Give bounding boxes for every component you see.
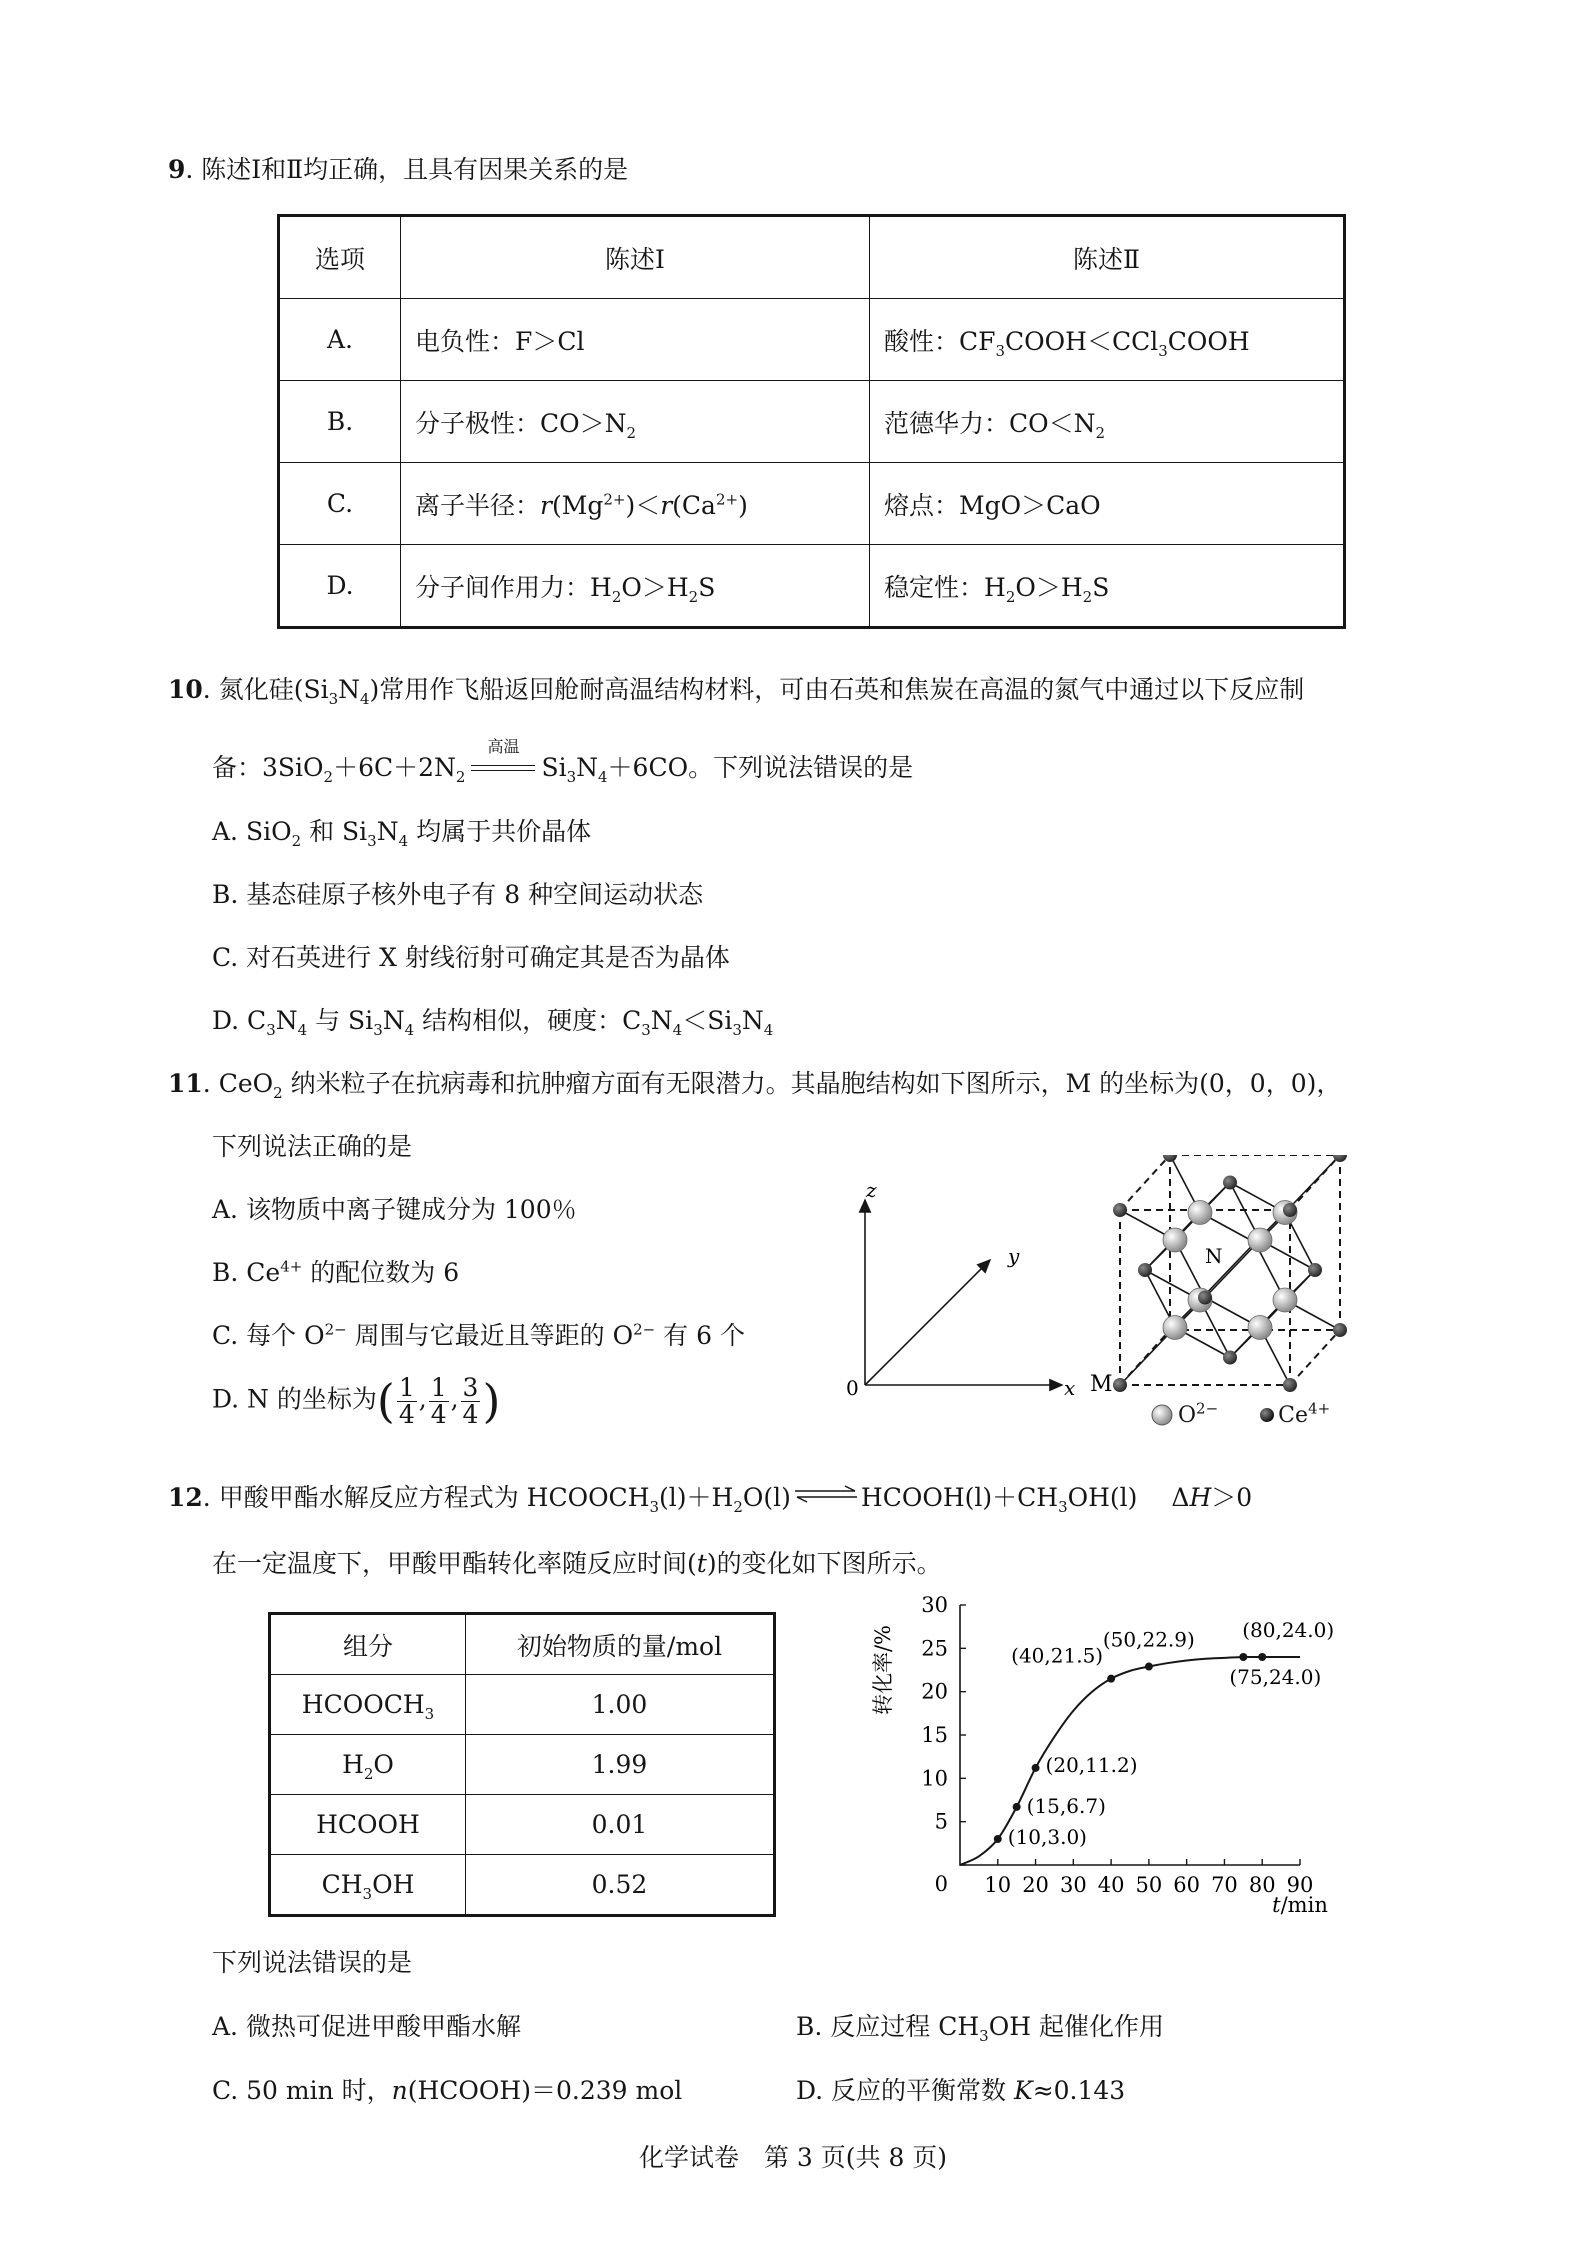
cerium-ion [1138,1263,1152,1277]
oxygen-ion [1248,1316,1272,1340]
q10-option-a: A. SiO$_2$ 和 $Si_3N_4$ 均属于共价晶体 [212,817,592,850]
q10-option-b: B. 基态硅原子核外电子有 8 种空间运动状态 [212,880,704,909]
q9-header-statement2: 陈述Ⅱ [870,216,1345,299]
y-tick-label: 0 [934,1872,948,1896]
q10-stem-line1: 10. 氮化硅$(Si_3N_4)$常用作飞船返回舱耐高温结构材料，可由石英和焦炭在高温的氮气中通过以下反应制 [168,675,1305,708]
x-tick-label: 50 [1135,1873,1163,1897]
axis-x-label: x [1064,1376,1076,1400]
fraction: $\frac{3}{4}$ [462,1372,479,1429]
q10-option-d: D. $C_3N_4$ 与 $Si_3N_4$ 结构相似，硬度：$C_3N_4<Si_3N_4$ [212,1006,774,1039]
label-n: N [1205,1244,1223,1268]
q12-option-b: B. 反应过程 $CH_3OH$ 起催化作用 [796,2012,1164,2045]
q12-option-d: D. 反应的平衡常数 K≈0.143 [796,2076,1126,2105]
cerium-ion [1198,1291,1212,1305]
data-point [994,1835,1002,1843]
q12-table-header [270,1614,775,1675]
oxygen-ion [1273,1288,1297,1312]
data-point-label: (50,22.9) [1102,1627,1195,1652]
data-point [1258,1653,1266,1661]
q10-stem-line2: 备：$3SiO_2+6C+2N_2$ 高温 $Si_3N_4+6CO$。下列说法错误的是 [212,737,914,786]
axis-y-label: y [1008,1244,1020,1268]
q9-c-statement1: 离子半径：$r(Mg^{2+})<r(Ca^{2+})$ [401,463,870,545]
reaction-condition-arrow: 高温 [471,754,535,780]
q11-option-a: A. 该物质中离子键成分为 100％ [212,1195,577,1224]
conversion-chart [860,1580,1340,1920]
q11-option-d: D. N 的坐标为( $\frac{1}{4}$ , $\frac{1}{4}$ , $\frac{3}{4}$ ) [212,1372,501,1429]
equilibrium-arrow-icon [793,1484,859,1504]
q9-d-statement2: 稳定性：$H_2O>H_2S$ [870,545,1345,628]
q9-option-b: B. [279,381,401,463]
q10-number: 10 [168,675,203,704]
table-row [279,299,1345,381]
q12-header-amount: 初始物质的量/mol [466,1614,775,1675]
data-point-label: (40,21.5) [1011,1643,1104,1668]
q9-table [277,214,1346,629]
q9-option-a: A. [279,299,401,381]
q9-option-c: C. [279,463,401,545]
data-point [1145,1663,1153,1671]
data-point-label: (10,3.0) [1007,1825,1087,1849]
axis-origin-label: 0 [846,1376,859,1400]
q9-d-statement1: 分子间作用力：$H_2O>H_2S$ [401,545,870,628]
y-tick-label: 10 [921,1766,948,1791]
table-row [279,381,1345,463]
data-point [1032,1764,1040,1772]
cerium-ion [1283,1203,1297,1217]
q12-ask: 下列说法错误的是 [212,1948,413,1977]
data-point-label: (15,6.7) [1026,1793,1106,1818]
cell-edge [1290,1330,1340,1385]
q9-table-header [279,216,1345,299]
crystal-legend: $O^{2-}$ $Ce^{4+}$ [1150,1403,1330,1428]
q9-a-statement2: 酸性：$CF_3COOH<CCl_3COOH$ [870,299,1345,381]
data-point-label: (80,24.0) [1242,1618,1335,1642]
q12-option-c: C. 50 min 时，n(HCOOH)＝0.239 mol [212,2076,683,2105]
cerium-ion [1223,1176,1237,1190]
cerium-ion [1283,1378,1297,1392]
cerium-ion [1333,1323,1347,1337]
cerium-ion-icon [1258,1405,1278,1425]
table-row [279,545,1345,628]
q12-number: 12 [168,1483,203,1512]
data-point [1013,1803,1021,1811]
cell-edge [1120,1155,1170,1210]
q11-stem-line2: 下列说法正确的是 [212,1132,413,1161]
q12-option-a: A. 微热可促进甲酸甲酯水解 [212,2012,521,2041]
fraction: $\frac{1}{4}$ [398,1372,415,1429]
cerium-ion [1113,1378,1127,1392]
chart-xlabel: t/min [1272,1893,1328,1917]
q9-c-statement2: 熔点：MgO＞CaO [870,463,1345,545]
data-point [1107,1675,1115,1683]
x-tick-label: 90 [1286,1873,1314,1897]
data-point-label: (75,24.0) [1229,1665,1322,1689]
q9-a-statement1: 电负性：F＞Cl [401,299,870,381]
data-point-label: (20,11.2) [1045,1752,1138,1777]
q12-table [268,1612,776,1917]
cerium-ion [1113,1203,1127,1217]
fraction: $\frac{1}{4}$ [430,1372,447,1429]
x-tick-label: 20 [1022,1873,1049,1897]
data-point [1239,1653,1247,1661]
q9-stem [168,150,628,186]
table-row: $HCOOCH_3$ 1.00 [270,1675,775,1735]
y-tick-label: 25 [921,1636,948,1661]
x-tick-label: 10 [984,1873,1012,1897]
oxygen-ion [1163,1316,1187,1340]
q9-b-statement1: 分子极性：$CO>N_2$ [401,381,870,463]
q9-number: 9 [168,155,186,184]
q9-header-option: 选项 [279,216,401,299]
q11-number: 11 [168,1069,203,1098]
y-tick-label: 20 [921,1679,948,1704]
q11-option-c: C. 每个 $O^{2-}$ 周围与它最近且等距的 $O^{2-}$ 有 6 个 [212,1320,745,1350]
x-tick-label: 30 [1059,1873,1087,1897]
oxygen-ion [1248,1228,1272,1252]
q9-option-d: D. [279,545,401,628]
table-row: $H_2O$ 1.99 [270,1735,775,1795]
cerium-ion [1308,1263,1322,1277]
q12-stem-line2: 在一定温度下，甲酸甲酯转化率随反应时间(t)的变化如下图所示。 [212,1549,942,1578]
y-tick-label: 30 [921,1593,948,1617]
crystal-cell-diagram [1090,1155,1380,1425]
q9-stem-text: . 陈述Ⅰ和Ⅱ均正确，且具有因果关系的是 [185,155,629,184]
oxygen-ion-icon [1150,1404,1178,1426]
chart-ylabel: 转化率/% [871,1624,895,1716]
table-row [279,463,1345,545]
cerium-ion [1223,1351,1237,1365]
oxygen-ion [1163,1228,1187,1252]
q9-b-statement2: 范德华力：$CO<N_2$ [870,381,1345,463]
q12-header-component: 组分 [270,1614,466,1675]
page-footer: 化学试卷 第 3 页(共 8 页) [638,2143,948,2172]
y-tick-label: 15 [921,1723,948,1747]
x-tick-label: 70 [1211,1873,1238,1897]
oxygen-ion [1188,1201,1212,1225]
q11-option-b: B. $Ce^{4+}$ 的配位数为 6 [212,1257,460,1287]
axis-z-label: z [866,1178,877,1202]
q11-axes-diagram [840,1175,1080,1400]
q10-option-c: C. 对石英进行 X 射线衍射可确定其是否为晶体 [212,943,730,972]
table-row: $CH_3OH$ 0.52 [270,1855,775,1916]
x-tick-label: 60 [1173,1873,1201,1897]
y-tick-label: 5 [934,1809,948,1834]
x-tick-label: 40 [1097,1873,1125,1897]
q9-header-statement1: 陈述Ⅰ [401,216,870,299]
x-tick-label: 80 [1248,1873,1276,1897]
table-row: HCOOH 0.01 [270,1795,775,1855]
q12-equation: 12. 甲酸甲酯水解反应方程式为 $HCOOCH_3(l)+H_2O(l)$ $HCOOH(l)+CH_3OH(l)$ ΔH＞0 [168,1483,1253,1516]
label-m: M [1090,1372,1113,1397]
q11-stem-line1: 11. CeO$_2$ 纳米粒子在抗病毒和抗肿瘤方面有无限潜力。其晶胞结构如下图所示，M 的坐标为(0，0，0)， [168,1069,1342,1102]
